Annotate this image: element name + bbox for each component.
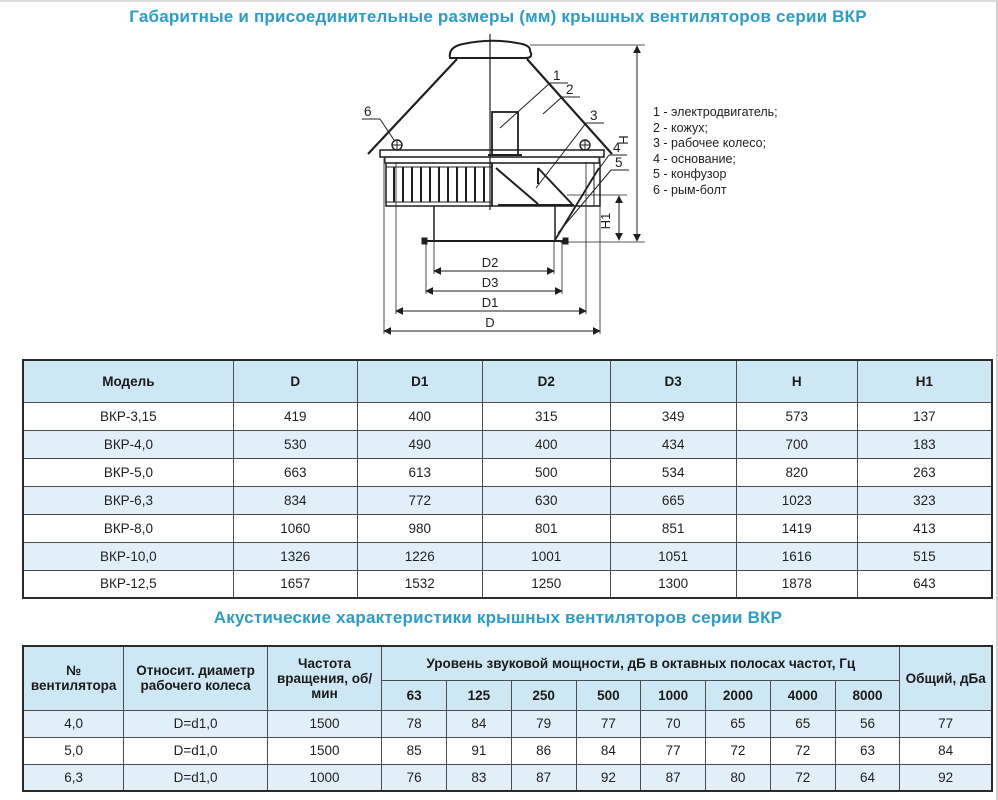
table-cell: 65 [706, 710, 771, 737]
callout-number: 2 [566, 82, 574, 97]
table-cell: 1532 [357, 570, 482, 598]
table-cell: ВКР-6,3 [23, 486, 233, 514]
fan-diagram [322, 28, 662, 358]
dimension-label-d: D [485, 315, 495, 330]
table-cell: 263 [857, 458, 992, 486]
table-cell: 834 [233, 486, 357, 514]
table-header-cell: 2000 [706, 680, 771, 710]
section-title: Акустические характеристики крышных вентиляторов серии ВКР [213, 608, 783, 627]
table-row [23, 710, 992, 737]
table-cell: 630 [482, 486, 610, 514]
table-cell: 323 [857, 486, 992, 514]
table-cell: 72 [770, 764, 835, 791]
table-cell: 643 [857, 570, 992, 598]
table-cell: 500 [482, 458, 610, 486]
table-cell: 84 [447, 710, 512, 737]
callout-leaders [362, 83, 629, 233]
table-header-cell: H [736, 360, 857, 402]
table-cell: 1226 [357, 542, 482, 570]
table-cell: 77 [576, 710, 641, 737]
table-cell: 80 [706, 764, 771, 791]
table-cell: ВКР-8,0 [23, 514, 233, 542]
table-cell: 1001 [482, 542, 610, 570]
table-cell: 78 [382, 710, 447, 737]
table-row [23, 402, 992, 430]
table-cell: 400 [357, 402, 482, 430]
legend-item: 5 - конфузор [653, 167, 727, 182]
table-cell: 1000 [267, 764, 381, 791]
table-cell: 87 [641, 764, 706, 791]
table-cell: 4,0 [23, 710, 124, 737]
table-cell: 665 [610, 486, 736, 514]
table-cell: 91 [447, 737, 512, 764]
table-header-cell: D3 [610, 360, 736, 402]
table-row [23, 430, 992, 458]
table-cell: 77 [641, 737, 706, 764]
legend-item: 3 - рабочее колесо; [653, 136, 767, 151]
table-cell: 980 [357, 514, 482, 542]
table-cell: 530 [233, 430, 357, 458]
callout-number: 6 [364, 104, 372, 119]
table-header-cell: 500 [576, 680, 641, 710]
table-header-cell: D1 [357, 360, 482, 402]
table-cell: 434 [610, 430, 736, 458]
table-cell: 83 [447, 764, 512, 791]
table-header-cell: Частота вращения, об/мин [267, 646, 381, 710]
table-cell: 137 [857, 402, 992, 430]
table-cell: 573 [736, 402, 857, 430]
acoustics-table [22, 645, 993, 792]
table-cell: 413 [857, 514, 992, 542]
table-cell: 663 [233, 458, 357, 486]
table-cell: 183 [857, 430, 992, 458]
table-header-cell: 125 [447, 680, 512, 710]
table-row [23, 542, 992, 570]
table-cell: 92 [900, 764, 992, 791]
table-cell: 72 [770, 737, 835, 764]
dimensions-table [22, 359, 993, 599]
table-cell: 64 [835, 764, 900, 791]
table-cell: 1657 [233, 570, 357, 598]
dimension-label-h1: H1 [598, 212, 613, 230]
table-cell: 56 [835, 710, 900, 737]
table-cell: 1878 [736, 570, 857, 598]
table-row [23, 570, 992, 598]
table-header-cell: Уровень звуковой мощности, дБ в октавных полосах частот, Гц [382, 646, 900, 680]
table-cell: 76 [382, 764, 447, 791]
table-header-cell: 4000 [770, 680, 835, 710]
table-header-cell: Общий, дБа [900, 646, 992, 710]
table-cell: 85 [382, 737, 447, 764]
table-cell: 1326 [233, 542, 357, 570]
table-header-cell: Относит. диаметр рабочего колеса [124, 646, 268, 710]
table-header-row [23, 646, 992, 680]
table-cell: 534 [610, 458, 736, 486]
table-row [23, 486, 992, 514]
table-cell: 515 [857, 542, 992, 570]
table-cell: 1500 [267, 710, 381, 737]
table-cell: 315 [482, 402, 610, 430]
table-header-cell: 1000 [641, 680, 706, 710]
table-header-cell: D2 [482, 360, 610, 402]
table-cell: 1300 [610, 570, 736, 598]
table-cell: 820 [736, 458, 857, 486]
table-cell: 79 [511, 710, 576, 737]
table-header-cell: № вентилятора [23, 646, 124, 710]
dimension-label-h: H [616, 135, 631, 145]
table-row [23, 514, 992, 542]
table-cell: 400 [482, 430, 610, 458]
table-cell: 1419 [736, 514, 857, 542]
dimension-label-d3: D3 [481, 275, 499, 290]
table-cell: 851 [610, 514, 736, 542]
table-cell: 1250 [482, 570, 610, 598]
table-cell: 613 [357, 458, 482, 486]
callout-number: 1 [553, 68, 561, 83]
table-cell: 1616 [736, 542, 857, 570]
diagram-legend [653, 105, 778, 199]
table-header-cell: D [233, 360, 357, 402]
table-header-cell: Модель [23, 360, 233, 402]
table-cell: 490 [357, 430, 482, 458]
table-header-cell: 63 [382, 680, 447, 710]
table-cell: D=d1,0 [124, 710, 268, 737]
table-cell: ВКР-10,0 [23, 542, 233, 570]
legend-item: 1 - электродвигатель; [653, 105, 778, 119]
dimension-label-d1: D1 [481, 295, 499, 310]
table-cell: 72 [706, 737, 771, 764]
page-title: Габаритные и присоединительные размеры (мм) крышных вентиляторов серии ВКР [129, 7, 867, 26]
table-cell: 92 [576, 764, 641, 791]
table-cell: 65 [770, 710, 835, 737]
table-cell: ВКР-5,0 [23, 458, 233, 486]
table-cell: D=d1,0 [124, 764, 268, 791]
callout-number: 5 [615, 155, 623, 170]
table-cell: 801 [482, 514, 610, 542]
table-cell: 1060 [233, 514, 357, 542]
callout-number: 4 [613, 140, 621, 155]
table-cell: 1500 [267, 737, 381, 764]
table-header-row [23, 360, 992, 402]
table-cell: D=d1,0 [124, 737, 268, 764]
table-cell: 700 [736, 430, 857, 458]
table-cell: ВКР-12,5 [23, 570, 233, 598]
table-cell: ВКР-4,0 [23, 430, 233, 458]
table-cell: 84 [900, 737, 992, 764]
table-cell: 84 [576, 737, 641, 764]
dimension-label-d2: D2 [481, 255, 499, 270]
table-cell: 63 [835, 737, 900, 764]
table-cell: 1051 [610, 542, 736, 570]
table-row [23, 458, 992, 486]
table-header-cell: H1 [857, 360, 992, 402]
table-cell: 87 [511, 764, 576, 791]
table-cell: ВКР-3,15 [23, 402, 233, 430]
table-header-cell: 8000 [835, 680, 900, 710]
table-cell: 86 [511, 737, 576, 764]
callout-number: 3 [590, 108, 598, 123]
table-cell: 5,0 [23, 737, 124, 764]
table-cell: 349 [610, 402, 736, 430]
table-header-cell: 250 [511, 680, 576, 710]
table-cell: 70 [641, 710, 706, 737]
table-cell: 1023 [736, 486, 857, 514]
table-cell: 6,3 [23, 764, 124, 791]
legend-item: 4 - основание; [653, 151, 736, 166]
table-cell: 419 [233, 402, 357, 430]
table-cell: 772 [357, 486, 482, 514]
rym-bolt-icon [392, 140, 590, 150]
table-cell: 77 [900, 710, 992, 737]
legend-item: 2 - кожух; [653, 120, 708, 135]
legend-item: 6 - рым-болт [653, 182, 727, 197]
table-row [23, 764, 992, 791]
table-row [23, 737, 992, 764]
